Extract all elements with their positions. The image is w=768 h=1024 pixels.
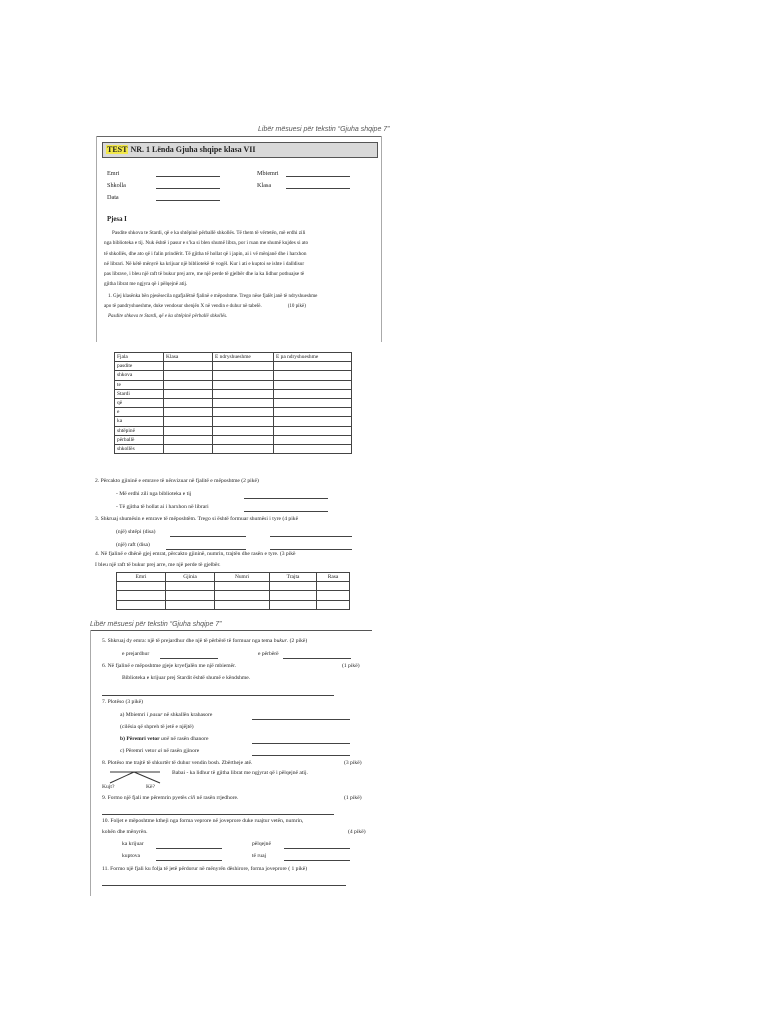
question-3a: (një) shtëpi (disa)	[116, 529, 156, 535]
verb-ka-krijuar: ka krijuar	[122, 841, 144, 847]
question-10: 10. Foljet e mëposhtme ktheji nga forma veprore në joveprore duke ruajtur vetën, numrin,	[102, 818, 304, 824]
table-row: përballë	[115, 435, 352, 444]
question-6-points: (1 pikë)	[342, 663, 360, 669]
table-row: shkova	[115, 371, 352, 380]
question-4-sentence: I bleu një raft të bukur prej arre, me një perde të gjelbër.	[95, 562, 221, 568]
q6-answer[interactable]	[102, 689, 334, 696]
q7b-answer[interactable]	[252, 737, 350, 744]
q10d-answer[interactable]	[284, 854, 350, 861]
q10b-answer[interactable]	[284, 842, 350, 849]
question-8-points: (3 pikë)	[344, 760, 362, 766]
question-10-points: (4 pikë)	[348, 829, 366, 835]
q9-answer[interactable]	[102, 808, 334, 815]
question-6: 6. Në fjalinë e mëposhtme gjeje kryefjalën me një mbiemër.	[102, 663, 237, 669]
question-7b: b) Përemri vetor unë në rasën dhanore	[120, 736, 209, 742]
question-5a: e prejardhur	[122, 651, 150, 657]
question-3: 3. Shkruaj shumësin e emrave të mëposhtëm. Trego si është formuar shumësi i tyre (4 pikë	[95, 516, 299, 522]
question-9-points: (1 pikë)	[344, 795, 362, 801]
q5b-answer[interactable]	[283, 652, 351, 659]
label-ke: Kë?	[146, 784, 156, 790]
reading-paragraph: Pasdite shkova te Stardi, që e ka shtëpinë përballë shkollës. Të them të vërtetën, më erdhi zili nga biblioteka e tij. Nuk është i pasur e s’ka si blen shumë libra, por i ruan me shumë kujdes si ato të shkollës, dhe ato që i falin prindërit. Të gjitha të hollat që i japin, ai i vë mënjanë dhe i harxhon në librari. Në këtë mënyrë ka krijuar një bibliotekë të vogël. Kur i ati e kuptoi se ishte i dalldisur pas librave, i bleu një raft të bukur prej arre, me një perde të gjelbër dhe ia ka lidhur pothuajse të gjitha librat me ngjyra që i pëlqejnë atij.	[104, 230, 309, 288]
header-rule	[96, 136, 382, 137]
question-11: 11. Formo një fjali ku folja të jetë përdorur në mënyrën dëshirore, forma joveprore ( 1 pikë)	[102, 866, 308, 872]
question-5b: e përbërë	[258, 651, 279, 657]
data-input[interactable]	[156, 194, 220, 201]
page2-left-border	[90, 630, 91, 896]
q10a-answer[interactable]	[156, 842, 222, 849]
question-8: 8. Plotëso me trajtë të shkurtër të duhur vendin bosh. Zbërtheje atë.	[102, 760, 253, 766]
section-title: Pjesa I	[107, 216, 127, 223]
page-header: Libër mësuesi për tekstin “Gjuha shqipe 7”	[258, 126, 390, 133]
question-7c: c) Përemri vetor ai në rasën gjinore	[120, 748, 200, 754]
question-4: 4. Në fjalinë e dhënë gjej emrat, përcakto gjininë, numrin, trajtën dhe rasën e tyre. (3 pikë	[95, 551, 296, 557]
q2a-answer[interactable]	[244, 492, 328, 499]
noun-analysis-table	[116, 572, 350, 610]
q11-answer[interactable]	[102, 879, 346, 886]
test-title-box	[102, 142, 378, 158]
page-left-border	[96, 136, 97, 342]
word-class-table	[114, 352, 352, 454]
question-2b: - Të gjitha të hollat ai i harxhon në librari	[116, 504, 209, 510]
q7c-answer[interactable]	[252, 749, 350, 756]
table-row	[117, 600, 350, 609]
table-row: që	[115, 398, 352, 407]
q10c-answer[interactable]	[156, 854, 222, 861]
question-2a: - Më erdhi zili nga biblioteka e tij	[116, 491, 192, 497]
title-highlight: TEST	[107, 145, 128, 154]
verb-pelqejne: pëlqejnë	[252, 841, 271, 847]
page2-header-rule	[90, 630, 372, 631]
question-7: 7. Plotëso (3 pikë)	[102, 699, 144, 705]
field-shkolla: Shkolla	[107, 182, 126, 189]
q2b-answer[interactable]	[244, 505, 328, 512]
question-1: 1. Gjej klasënka bën pjesësecila ngafjalëtnë fjalinë e mëposhtme. Trego nëse fjalët janë të ndryshueshme apo të pandryshueshme, duke vendosur shenjën X në vendin e duhur në tabelë. (10 pikë) Pasdite shkova te Stardi, që e ka shtëpinë përballë shkollës.	[104, 294, 318, 319]
question-6-sentence: Biblioteka e krijuar prej Stardit është shumë e këndshme.	[122, 675, 251, 681]
question-7a-note: (cilësia që shpreh të jetë e njëjtë)	[120, 724, 194, 730]
shkolla-input[interactable]	[156, 182, 220, 189]
table-row: shtëpinë	[115, 426, 352, 435]
question-8-sentence: Babai - ka lidhur të gjitha librat me ngjyrat që i pëlqejnë atij.	[172, 770, 308, 776]
field-data: Data	[107, 194, 119, 201]
klasa-input[interactable]	[286, 182, 350, 189]
table-header-row: Fjala Klasa E ndryshueshme E pa ndryshueshme	[115, 353, 352, 362]
table-row	[117, 591, 350, 600]
table-header-row: Emri Gjinia Numri Trajta Rasa	[117, 573, 350, 582]
field-mbiemri: Mbiemri	[257, 170, 279, 177]
table-row: pasdite	[115, 362, 352, 371]
q3a-explain[interactable]	[270, 530, 352, 537]
field-klasa: Klasa	[257, 182, 272, 189]
verb-kuptova: kuptova	[122, 853, 141, 859]
table-row	[117, 582, 350, 591]
label-kujt: Kujt?	[102, 784, 115, 790]
emri-input[interactable]	[156, 170, 220, 177]
question-7a: a) Mbiemri i pasur në shkallën krahasore	[120, 712, 213, 718]
question-2: 2. Përcakto gjininë e emrave të nënvizuar në fjalitë e mëposhtme (2 pikë)	[95, 478, 259, 484]
q3a-answer[interactable]	[170, 530, 246, 537]
table-row: ka	[115, 417, 352, 426]
q5a-answer[interactable]	[160, 652, 218, 659]
table-row: e	[115, 408, 352, 417]
question-3b: (një) raft (disa)	[116, 542, 150, 548]
question-9: 9. Formo një fjali me përemrin pyetës cili në rasën rrjedhore.	[102, 795, 239, 801]
mbiemri-input[interactable]	[286, 170, 350, 177]
title-text: NR. 1 Lënda Gjuha shqipe klasa VII	[128, 145, 256, 154]
table-row: te	[115, 380, 352, 389]
page2-header: Libër mësuesi për tekstin “Gjuha shqipe 7”	[90, 621, 222, 628]
page-right-border	[381, 136, 382, 342]
table-row: Stardi	[115, 389, 352, 398]
question-5: 5. Shkruaj dy emra: një të prejardhur dhe një të përbërë të formuar nga tema bukur. (2 pikë)	[102, 638, 308, 644]
table-row: shkollës	[115, 444, 352, 453]
verb-te-ruaj: të ruaj	[252, 853, 267, 859]
q7a-answer[interactable]	[252, 713, 350, 720]
question-10-line2: kohën dhe mënyrën.	[102, 829, 148, 835]
field-emri: Emri	[107, 170, 120, 177]
